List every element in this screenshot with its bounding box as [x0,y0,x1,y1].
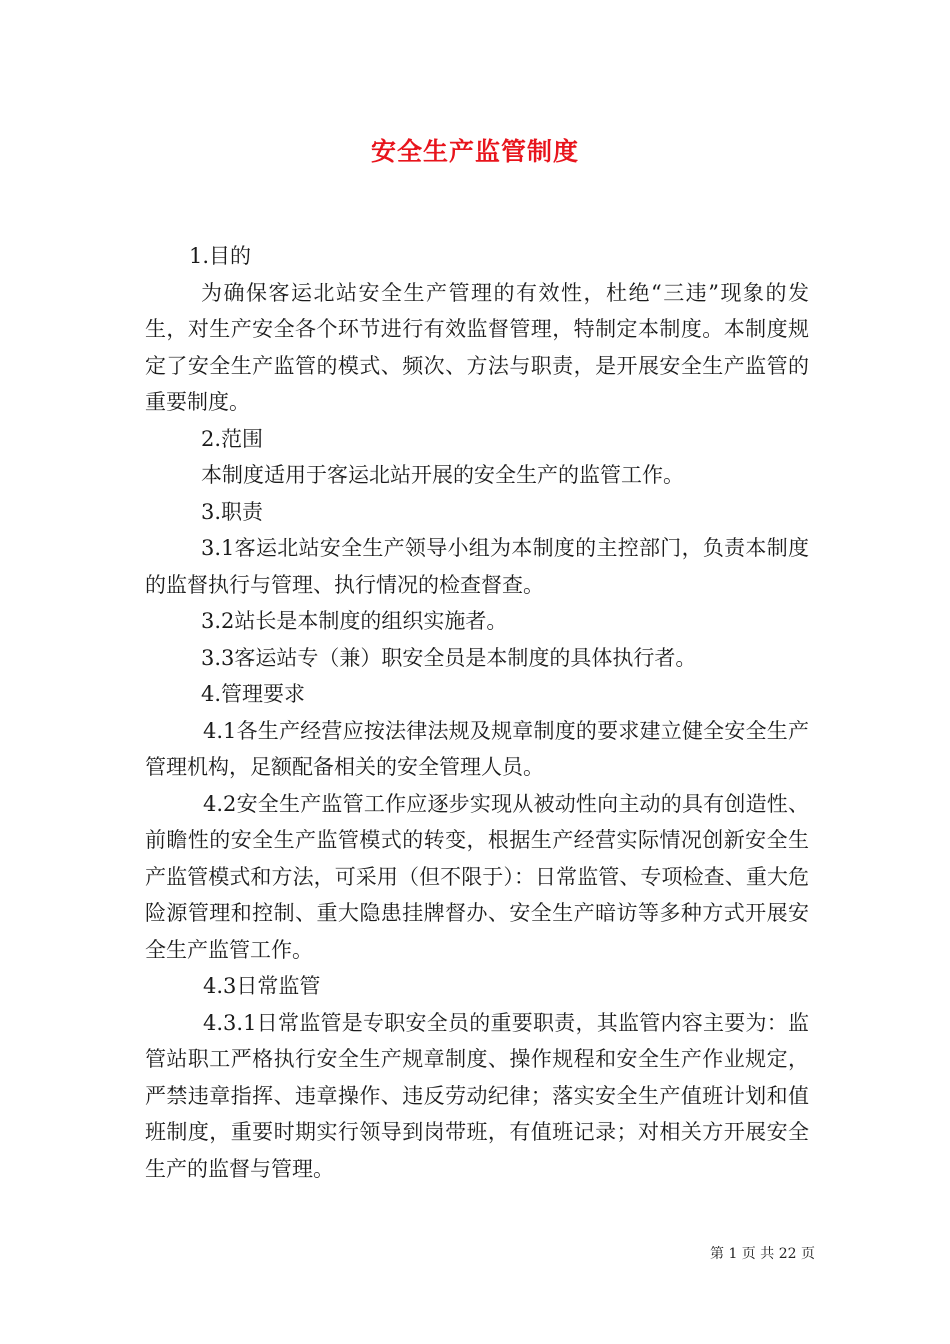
heading-purpose: 1.目的 [189,244,252,268]
paragraph-req-4-1: 4.1各生产经营应按法律法规及规章制度的要求建立健全安全生产管理机构，足额配备相关的安全管理人员。 [145,718,809,779]
paragraph-req-4-3-1: 4.3.1日常监管是专职安全员的重要职责，其监管内容主要为：监管站职工严格执行安全生产规章制度、操作规程和安全生产作业规定，严禁违章指挥、违章操作、违反劳动纪律；落实安全生产值班计划和值班制度，重要时期实行领导到岗带班，有值班记录；对相关方开展安全生产的监督与管理。 [145,1010,809,1181]
heading-daily-supervision: 4.3日常监管 [203,974,321,998]
document-title: 安全生产监管制度 [370,137,579,166]
heading-duties: 3.职责 [201,499,264,524]
document-body [145,238,809,1187]
paragraph-duty-3-2: 3.2站长是本制度的组织实施者。 [201,609,508,633]
heading-requirements: 4.管理要求 [201,682,306,706]
paragraph-duty-3-3: 3.3客运站专（兼）职安全员是本制度的具体执行者。 [201,645,697,670]
paragraph-purpose: 为确保客运北站安全生产管理的有效性，杜绝“三违”现象的发生，对生产安全各个环节进行有效监督管理，特制定本制度。本制度规定了安全生产监管的模式、频次、方法与职责，是开展安全生产监管的重要制度。 [145,280,809,414]
paragraph-req-4-2: 4.2安全生产监管工作应逐步实现从被动性向主动的具有创造性、前瞻性的安全生产监管模式的转变，根据生产经营实际情况创新安全生产监管模式和方法，可采用（但不限于）：日常监管、专项检查、重大危险源管理和控制、重大隐患挂牌督办、安全生产暗访等多种方式开展安全生产监管工作。 [145,791,809,962]
paragraph-scope: 本制度适用于客运北站开展的安全生产的监管工作。 [201,463,684,487]
page-number: 第 1 页 共 22 页 [710,1246,815,1262]
paragraph-duty-3-1: 3.1客运北站安全生产领导小组为本制度的主控部门，负责本制度的监督执行与管理、执行情况的检查督查。 [145,536,809,597]
heading-scope: 2.范围 [201,426,264,451]
